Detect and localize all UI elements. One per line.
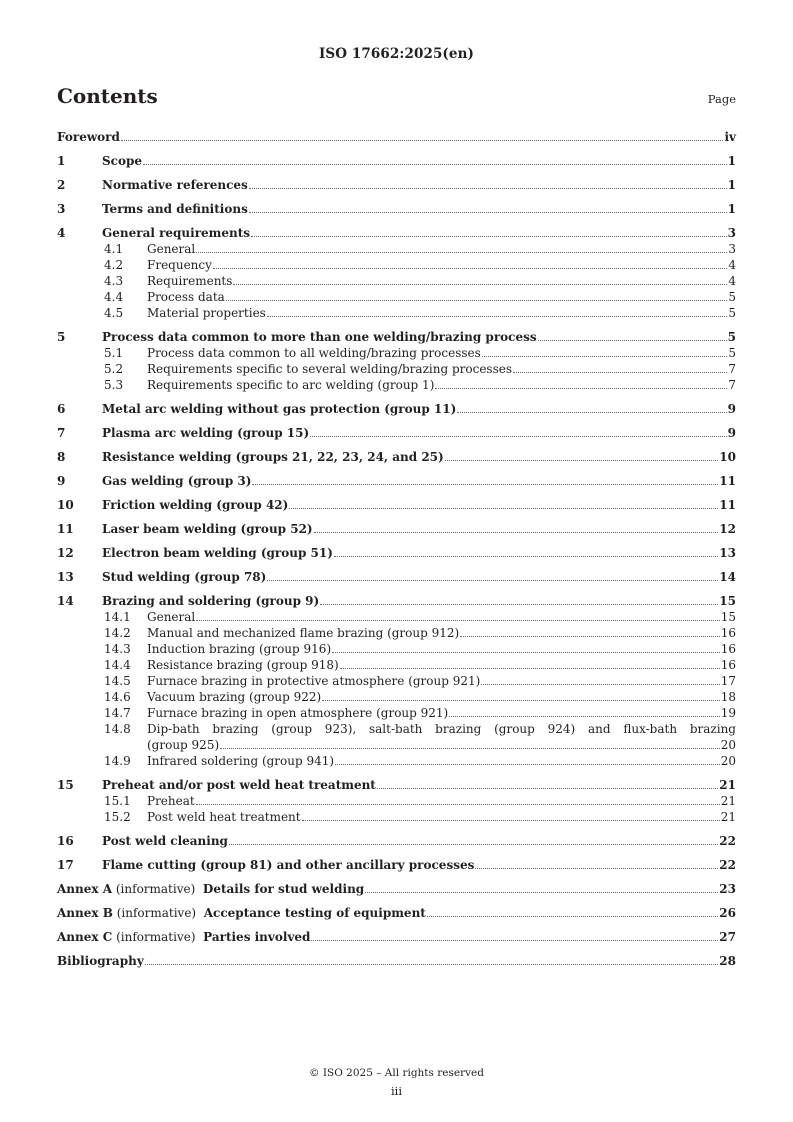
toc-foreword[interactable]: [57, 129, 736, 145]
toc-subclause-5.3[interactable]: [57, 377, 736, 393]
dot-leader: [482, 355, 728, 357]
toc-annex-b[interactable]: [57, 905, 736, 921]
toc-subclause-14.5-title: Furnace brazing in protective atmosphere (group 921): [147, 674, 481, 688]
toc-clause-17-title: Flame cutting (group 81) and other ancillary processes: [102, 858, 475, 872]
toc-clause-10-title: Friction welding (group 42): [102, 498, 289, 512]
dot-leader: [322, 699, 720, 701]
toc-clause-6-title: Metal arc welding without gas protection (group 11): [102, 402, 457, 416]
subclause-number: 4.2: [104, 258, 124, 272]
dot-leader: [302, 819, 720, 821]
subclause-number: 15.2: [104, 810, 131, 824]
toc-subclause-14.7-page: 19: [720, 706, 736, 720]
toc-clause-7[interactable]: [57, 425, 736, 441]
toc-subclause-5.1[interactable]: [57, 345, 736, 361]
annex-page: 27: [719, 930, 736, 944]
toc-clause-11[interactable]: [57, 521, 736, 537]
toc-subclause-14.7[interactable]: [57, 705, 736, 721]
toc-clause-4-page: 3: [727, 226, 736, 240]
toc-subclause-5.2[interactable]: [57, 361, 736, 377]
toc-clause-11-title: Laser beam welding (group 52): [102, 522, 313, 536]
toc-subclause-4.5[interactable]: [57, 305, 736, 321]
toc-clause-5[interactable]: [57, 329, 736, 345]
toc-subclause-14.1-page: 15: [720, 610, 736, 624]
toc-subclause-title-line1: Dip-bath brazing (group 923), salt-bath brazing (group 924) and flux-bath brazing: [147, 722, 736, 736]
subclause-number: 4.4: [104, 290, 124, 304]
toc-subclause-4.4-title: Process data: [147, 290, 225, 304]
subclause-number: 14.9: [104, 754, 131, 768]
annex-kind: (informative): [115, 882, 196, 896]
subclause-number: 5.3: [104, 378, 124, 392]
annex-page: 26: [719, 906, 736, 920]
subclause-number: 14.7: [104, 706, 131, 720]
copyright-notice: © ISO 2025 – All rights reserved: [309, 1067, 484, 1079]
toc-clause-13[interactable]: [57, 569, 736, 585]
dot-leader: [335, 763, 720, 765]
subclause-number: 14.3: [104, 642, 131, 656]
toc-subclause-15.1[interactable]: [57, 793, 736, 809]
toc-subclause-4.3-title: Requirements: [147, 274, 233, 288]
subclause-number: 4.3: [104, 274, 124, 288]
dot-leader: [249, 211, 727, 213]
toc-subclause-14.5-page: 17: [720, 674, 736, 688]
toc-subclause-14.2-page: 16: [720, 626, 736, 640]
clause-number: 16: [57, 834, 74, 848]
toc-clause-8-page: 10: [719, 450, 736, 464]
dot-leader: [267, 315, 728, 317]
toc-clause-9-page: 11: [719, 474, 736, 488]
dot-leader: [267, 579, 718, 581]
annex-title: Acceptance testing of equipment: [203, 906, 426, 920]
toc-subclause-14.4-page: 16: [720, 658, 736, 672]
annex-page: 23: [719, 882, 736, 896]
toc-clause-3-title: Terms and definitions: [102, 202, 248, 216]
toc-subclause-15.1-title: Preheat: [147, 794, 195, 808]
subclause-number: 14.1: [104, 610, 131, 624]
dot-leader: [249, 187, 727, 189]
toc-clause-17-page: 22: [719, 858, 736, 872]
toc-subclause-14.4[interactable]: [57, 657, 736, 673]
toc-clause-6[interactable]: [57, 401, 736, 417]
clause-number: 7: [57, 426, 66, 440]
toc-subclause-4.2-page: 4: [728, 258, 736, 272]
dot-leader: [196, 803, 720, 805]
dot-leader: [445, 459, 719, 461]
toc-subclause-5.3-page: 7: [728, 378, 736, 392]
dot-leader: [332, 651, 720, 653]
toc-clause-16[interactable]: [57, 833, 736, 849]
annex-kind: (informative): [116, 906, 197, 920]
toc-subclause-15.2-title: Post weld heat treatment: [147, 810, 301, 824]
clause-number: 4: [57, 226, 66, 240]
clause-number: 14: [57, 594, 74, 608]
toc-annex-a[interactable]: [57, 881, 736, 897]
clause-number: 5: [57, 330, 66, 344]
toc-subclause-4.4-page: 5: [728, 290, 736, 304]
subclause-number: 14.2: [104, 626, 131, 640]
toc-foreword-page: iv: [724, 130, 736, 144]
page-column-label: Page: [707, 92, 736, 106]
dot-leader: [427, 915, 718, 917]
toc-subclause-14.9-page: 20: [720, 754, 736, 768]
toc-subclause-4.4[interactable]: [57, 289, 736, 305]
subclause-number: 14.8: [104, 722, 131, 736]
toc-clause-8-title: Resistance welding (groups 21, 22, 23, 24, and 25): [102, 450, 444, 464]
toc-clause-2[interactable]: [57, 177, 736, 193]
dot-leader: [538, 339, 727, 341]
toc-bibliography-page: 28: [719, 954, 736, 968]
dot-leader: [334, 555, 718, 557]
toc-subclause-15.2-page: 21: [720, 810, 736, 824]
toc-subclause-14.3[interactable]: [57, 641, 736, 657]
toc-subclause-14.3-title: Induction brazing (group 916): [147, 642, 332, 656]
dot-leader: [435, 387, 727, 389]
toc-clause-13-page: 14: [719, 570, 736, 584]
toc-clause-15-title: Preheat and/or post weld heat treatment: [102, 778, 376, 792]
clause-number: 1: [57, 154, 66, 168]
dot-leader: [196, 251, 727, 253]
toc-clause-15-page: 21: [719, 778, 736, 792]
dot-leader: [226, 299, 728, 301]
toc-subclause-5.2-title: Requirements specific to several welding/brazing processes: [147, 362, 512, 376]
toc-subclause-4.1-title: General: [147, 242, 196, 256]
annex-label: Annex B: [57, 906, 113, 920]
toc-subclause-14.6[interactable]: [57, 689, 736, 705]
toc-clause-7-title: Plasma arc welding (group 15): [102, 426, 310, 440]
subclause-number: 15.1: [104, 794, 131, 808]
toc-subclause-14.5[interactable]: [57, 673, 736, 689]
dot-leader: [460, 635, 720, 637]
toc-subclause-15.1-page: 21: [720, 794, 736, 808]
annex-title: Details for stud welding: [202, 882, 365, 896]
dot-leader: [377, 787, 718, 789]
toc-clause-4-title: General requirements: [102, 226, 251, 240]
toc-subclause-15.2[interactable]: [57, 809, 736, 825]
dot-leader: [229, 843, 718, 845]
toc-clause-12-title: Electron beam welding (group 51): [102, 546, 333, 560]
document-id-header: ISO 17662:2025(en): [318, 46, 475, 62]
toc-subclause-4.3-page: 4: [728, 274, 736, 288]
dot-leader: [289, 507, 718, 509]
toc-subclause-4.3[interactable]: [57, 273, 736, 289]
dot-leader: [196, 619, 719, 621]
dot-leader: [475, 867, 718, 869]
toc-clause-15[interactable]: [57, 777, 736, 793]
toc-clause-17[interactable]: [57, 857, 736, 873]
dot-leader: [449, 715, 719, 717]
annex-kind: (informative): [116, 930, 196, 944]
subclause-number: 14.6: [104, 690, 131, 704]
toc-clause-1-page: 1: [727, 154, 736, 168]
toc-clause-16-page: 22: [719, 834, 736, 848]
clause-number: 2: [57, 178, 66, 192]
toc-clause-2-title: Normative references: [102, 178, 248, 192]
toc-subclause-14.2[interactable]: [57, 625, 736, 641]
toc-clause-1-title: Scope: [102, 154, 143, 168]
toc-clause-1[interactable]: [57, 153, 736, 169]
clause-number: 9: [57, 474, 66, 488]
toc-subclause-14.9-title: Infrared soldering (group 941): [147, 754, 335, 768]
toc-clause-10[interactable]: [57, 497, 736, 513]
toc-clause-3[interactable]: [57, 201, 736, 217]
clause-number: 12: [57, 546, 74, 560]
toc-subclause-14.3-page: 16: [720, 642, 736, 656]
dot-leader: [365, 891, 718, 893]
toc-bibliography-title: Bibliography: [57, 954, 144, 968]
toc-subclause-14.1[interactable]: [57, 609, 736, 625]
dot-leader: [220, 747, 720, 749]
toc-clause-12-page: 13: [719, 546, 736, 560]
toc-subclause-14.9[interactable]: [57, 753, 736, 769]
annex-label: Annex A: [57, 882, 113, 896]
toc-clause-14-title: Brazing and soldering (group 9): [102, 594, 320, 608]
toc-subclause-14.4-title: Resistance brazing (group 918): [147, 658, 339, 672]
toc-subclause-4.1-page: 3: [728, 242, 736, 256]
dot-leader: [311, 939, 718, 941]
toc-subclause-14.2-title: Manual and mechanized flame brazing (group 912): [147, 626, 460, 640]
toc-clause-16-title: Post weld cleaning: [102, 834, 228, 848]
dot-leader: [481, 683, 719, 685]
subclause-number: 4.5: [104, 306, 124, 320]
toc-subclause-5.3-title: Requirements specific to arc welding (group 1): [147, 378, 435, 392]
subclause-number: 4.1: [104, 242, 124, 256]
toc-subclause-4.5-title: Material properties: [147, 306, 266, 320]
toc-clause-7-page: 9: [727, 426, 736, 440]
toc-clause-9[interactable]: [57, 473, 736, 489]
toc-clause-2-page: 1: [727, 178, 736, 192]
dot-leader: [320, 603, 718, 605]
toc-foreword-title: Foreword: [57, 130, 120, 144]
toc-clause-10-page: 11: [719, 498, 736, 512]
toc-clause-14[interactable]: [57, 593, 736, 609]
annex-label: Annex C: [57, 930, 113, 944]
toc-subclause-14.6-page: 18: [720, 690, 736, 704]
toc-bibliography[interactable]: [57, 953, 736, 969]
clause-number: 3: [57, 202, 66, 216]
clause-number: 11: [57, 522, 74, 536]
page-number: iii: [390, 1084, 403, 1098]
clause-number: 17: [57, 858, 74, 872]
toc-clause-9-title: Gas welding (group 3): [102, 474, 252, 488]
dot-leader: [340, 667, 720, 669]
dot-leader: [457, 411, 726, 413]
toc-clause-6-page: 9: [727, 402, 736, 416]
toc-clause-5-page: 5: [727, 330, 736, 344]
toc-subclause-14.7-title: Furnace brazing in open atmosphere (group 921): [147, 706, 449, 720]
dot-leader: [213, 267, 727, 269]
toc-subclause-4.2[interactable]: [57, 257, 736, 273]
toc-clause-8[interactable]: [57, 449, 736, 465]
dot-leader: [310, 435, 726, 437]
dot-leader: [233, 283, 727, 285]
dot-leader: [145, 963, 719, 965]
clause-number: 10: [57, 498, 74, 512]
toc-clause-14-page: 15: [719, 594, 736, 608]
toc-subclause-5.1-page: 5: [728, 346, 736, 360]
clause-number: 8: [57, 450, 66, 464]
toc-clause-5-title: Process data common to more than one welding/brazing process: [102, 330, 537, 344]
toc-clause-13-title: Stud welding (group 78): [102, 570, 267, 584]
subclause-number: 5.2: [104, 362, 124, 376]
toc-annex-c[interactable]: [57, 929, 736, 945]
toc-clause-4[interactable]: [57, 225, 736, 241]
toc-subclause-14.8-cont[interactable]: [57, 737, 736, 753]
annex-title: Parties involved: [203, 930, 311, 944]
toc-subclause-14.8-cont-page: 20: [720, 738, 736, 752]
toc-subclause-14.1-title: General: [147, 610, 196, 624]
subclause-number: 14.4: [104, 658, 131, 672]
dot-leader: [251, 235, 727, 237]
toc-clause-12[interactable]: [57, 545, 736, 561]
dot-leader: [121, 139, 724, 141]
toc-subclause-5.1-title: Process data common to all welding/brazing processes: [147, 346, 481, 360]
toc-clause-3-page: 1: [727, 202, 736, 216]
clause-number: 15: [57, 778, 74, 792]
clause-number: 6: [57, 402, 66, 416]
toc-subclause-14.8-cont-title: (group 925): [147, 738, 220, 752]
subclause-number: 5.1: [104, 346, 124, 360]
contents-title: Contents: [57, 84, 158, 108]
toc-subclause-5.2-page: 7: [728, 362, 736, 376]
table-of-contents: [57, 129, 736, 969]
toc-clause-11-page: 12: [719, 522, 736, 536]
dot-leader: [513, 371, 727, 373]
subclause-number: 14.5: [104, 674, 131, 688]
dot-leader: [314, 531, 719, 533]
toc-subclause-14.6-title: Vacuum brazing (group 922): [147, 690, 322, 704]
dot-leader: [252, 483, 718, 485]
toc-subclause-4.2-title: Frequency: [147, 258, 212, 272]
toc-subclause-4.1[interactable]: [57, 241, 736, 257]
toc-subclause-14.8[interactable]: [57, 721, 736, 737]
dot-leader: [143, 163, 727, 165]
clause-number: 13: [57, 570, 74, 584]
toc-subclause-4.5-page: 5: [728, 306, 736, 320]
